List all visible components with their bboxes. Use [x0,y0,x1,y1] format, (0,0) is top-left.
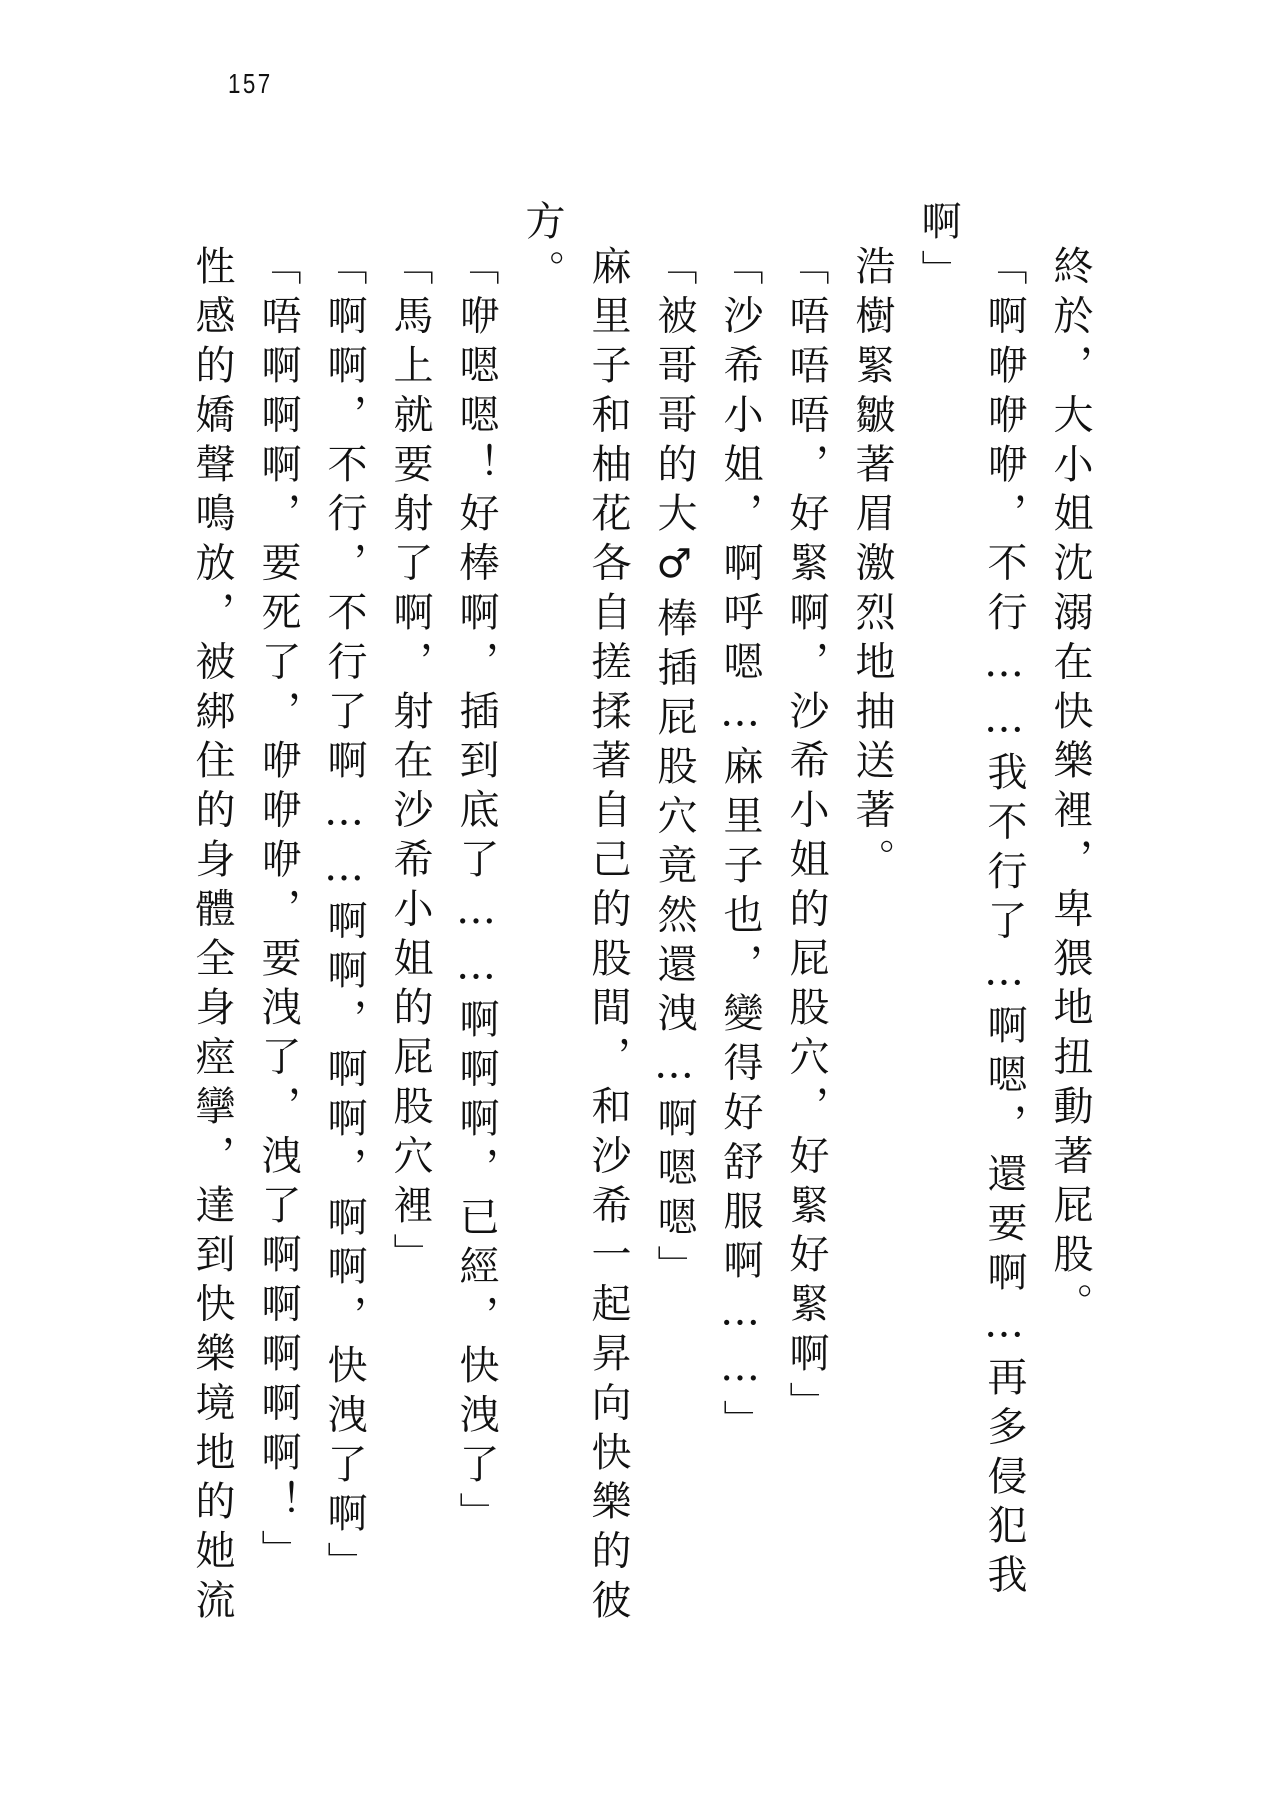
text-column: 「啊咿咿咿，不行……我不行了…啊嗯，還要啊…再多侵犯我 [981,245,1027,1603]
text-column: 「唔啊啊啊，要死了，咿咿咿，要洩了，洩了啊啊啊啊啊！」 [255,245,301,1579]
text-column: 「啊啊，不行，不行了啊……啊啊，啊啊，啊啊，快洩了啊」 [321,245,367,1591]
text-column: 麻里子和柚花各自搓揉著自己的股間，和沙希一起昇向快樂的彼 [585,245,631,1629]
text-column: 浩樹緊皺著眉激烈地抽送著。 [849,245,895,888]
text-column: 性感的嬌聲鳴放，被綁住的身體全身痙攣，達到快樂境地的她流 [189,245,235,1629]
text-column: 「馬上就要射了啊，射在沙希小姐的屁股穴裡」 [387,245,433,1283]
text-column: 「咿嗯嗯！好棒啊，插到底了……啊啊啊，已經，快洩了」 [453,245,499,1542]
text-column: 方。 [519,200,565,299]
text-column: 終於，大小姐沈溺在快樂裡，卑猥地扭動著屁股。 [1047,245,1093,1332]
page-number: 157 [228,68,273,99]
text-column: 「沙希小姐，啊呼嗯…麻里子也，變得好舒服啊……」 [717,245,763,1449]
text-column: 「被哥哥的大♂棒插屁股穴竟然還洩…啊嗯嗯」 [651,245,697,1295]
text-column: 「唔唔唔，好緊啊，沙希小姐的屁股穴，好緊好緊啊」 [783,245,829,1431]
text-column: 啊」 [915,200,961,299]
body-text [179,200,1103,1629]
